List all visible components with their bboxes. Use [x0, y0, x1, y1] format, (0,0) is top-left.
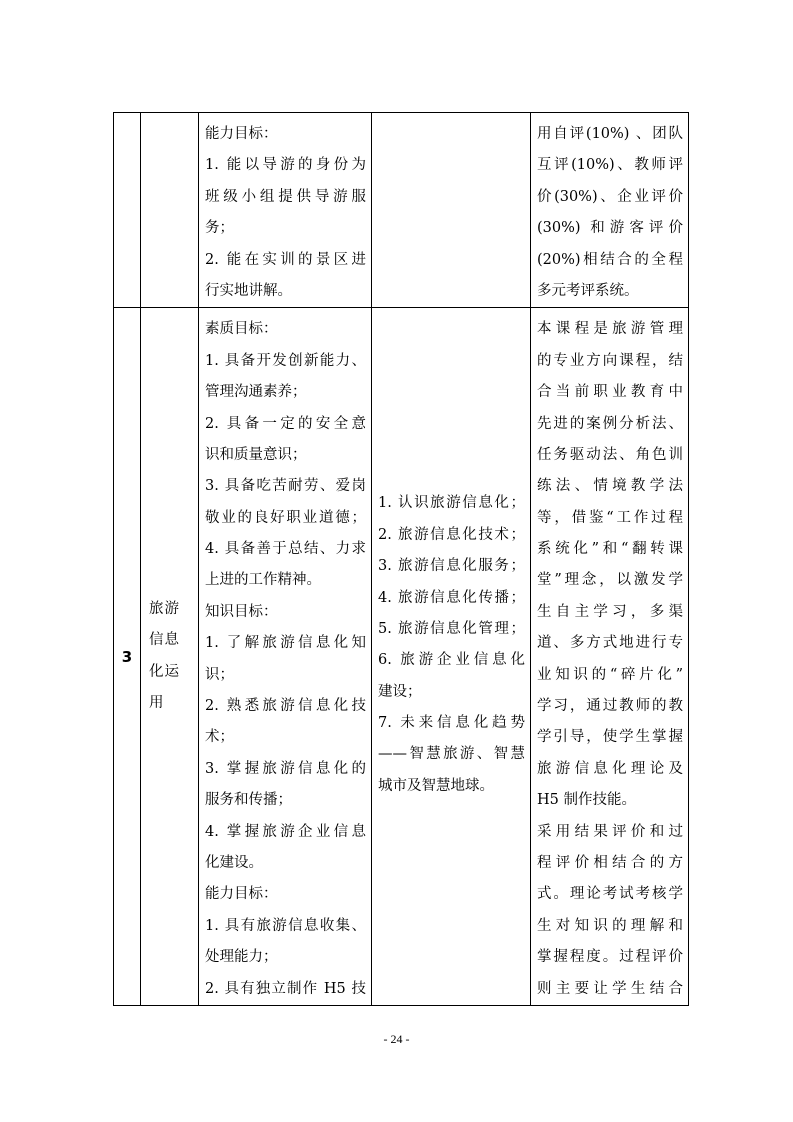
text-line: 2. 旅游信息化技术；	[378, 526, 525, 543]
table-row	[114, 113, 689, 308]
text-line: 1. 能以导游的身份为	[205, 157, 366, 174]
objectives-cell	[199, 308, 372, 1006]
text-line: 上进的工作精神。	[205, 572, 321, 589]
content-text	[372, 308, 530, 802]
text-line: 掌握程度。过程评价	[537, 949, 683, 966]
text-line: 1. 了解旅游信息化知	[205, 635, 366, 652]
text-line: 生对知识的理解和	[537, 917, 683, 934]
text-line: 2. 具备一定的安全意	[205, 415, 366, 432]
text-line: 互评(10%)、教师评	[537, 157, 683, 174]
text-line: 班级小组提供导游服	[205, 188, 366, 205]
text-line: 2. 具有独立制作 H5 技	[205, 980, 366, 997]
text-line: 任务驱动法、角色训	[537, 446, 683, 463]
text-line: 化建设。	[205, 854, 263, 871]
text-line: ——智慧旅游、智慧	[378, 746, 525, 763]
course-name	[141, 594, 198, 720]
text-line: 行实地讲解。	[205, 282, 292, 299]
text-line: 信息	[149, 632, 180, 649]
row-number-cell	[114, 113, 141, 308]
text-line: 本课程是旅游管理	[537, 321, 683, 338]
content-cell	[372, 113, 531, 308]
text-line: 4. 掌握旅游企业信息	[205, 823, 366, 840]
text-line: 的专业方向课程，结	[537, 352, 683, 369]
text-line: 合当前职业教育中	[537, 384, 683, 401]
text-line: 先进的案例分析法、	[537, 415, 683, 432]
text-line: 学引导，使学生掌握	[537, 729, 683, 746]
text-line: 4. 具备善于总结、力求	[205, 541, 366, 558]
text-line: 业知识的“碎片化”	[537, 666, 683, 683]
text-line: 旅游信息化理论及	[537, 760, 683, 777]
row-number: 3	[121, 647, 133, 666]
requirements-cell	[531, 308, 689, 1006]
text-line: 5. 旅游信息化管理；	[378, 620, 525, 637]
requirements-text	[531, 308, 688, 1005]
text-line: (20%)相结合的全程	[537, 251, 683, 268]
text-line: 用自评(10%) 、团队	[537, 126, 683, 142]
text-line: 服务和传播；	[205, 792, 292, 809]
text-line: 旅游	[149, 600, 180, 617]
text-line: 3. 旅游信息化服务；	[378, 558, 525, 575]
course-table	[113, 112, 689, 1006]
objectives-text	[199, 308, 371, 1005]
text-line: 生自主学习，多渠	[537, 603, 683, 620]
text-line: 化运	[149, 663, 180, 680]
text-line: 学习，通过教师的教	[537, 698, 683, 715]
text-line: 务；	[205, 220, 234, 237]
requirements-text	[531, 113, 688, 307]
row-number-cell	[114, 308, 141, 1006]
text-line: 6. 旅游企业信息化	[378, 652, 525, 669]
text-line: 2. 能在实训的景区进	[205, 251, 366, 268]
page-number: - 24 -	[383, 1032, 410, 1046]
objectives-cell	[199, 113, 372, 308]
text-line: 建设；	[378, 683, 422, 700]
text-line: 价(30%)、企业评价	[537, 188, 683, 205]
course-name-cell	[141, 308, 199, 1006]
text-line: 素质目标：	[205, 321, 278, 338]
text-line: 知识目标：	[205, 603, 278, 620]
text-line: 等，借鉴“工作过程	[537, 509, 683, 526]
text-line: 多元考评系统。	[537, 282, 639, 299]
text-line: 系统化”和“翻转课	[537, 541, 683, 558]
text-line: 程评价相结合的方	[537, 854, 683, 871]
text-line: 术；	[205, 729, 234, 746]
text-line: 道、多方式地进行专	[537, 635, 683, 652]
requirements-cell	[531, 113, 689, 308]
text-line: 7. 未来信息化趋势	[378, 715, 525, 732]
text-line: 用	[149, 695, 165, 712]
text-line: 1. 认识旅游信息化；	[378, 495, 525, 512]
content-cell	[372, 308, 531, 1006]
text-line: 能力目标：	[205, 126, 278, 142]
text-line: 4. 旅游信息化传播；	[378, 589, 525, 606]
text-line: 处理能力；	[205, 949, 278, 966]
text-line: 敬业的良好职业道德；	[205, 509, 366, 526]
text-line: 城市及智慧地球。	[378, 777, 494, 794]
text-line: 采用结果评价和过	[537, 823, 683, 840]
objectives-text	[199, 113, 371, 307]
text-line: 管理沟通素养；	[205, 384, 307, 401]
text-line: 式。理论考试考核学	[537, 886, 683, 903]
table-row	[114, 308, 689, 1006]
text-line: (30%) 和游客评价	[537, 220, 683, 237]
text-line: 能力目标：	[205, 886, 278, 903]
text-line: 3. 掌握旅游信息化的	[205, 760, 366, 777]
text-line: 堂”理念，以激发学	[537, 572, 683, 589]
text-line: 练法、情境教学法	[537, 478, 683, 495]
text-line: 识和质量意识；	[205, 446, 307, 463]
text-line: 1. 具备开发创新能力、	[205, 352, 366, 369]
text-line: 2. 熟悉旅游信息化技	[205, 698, 366, 715]
text-line: 3. 具备吃苦耐劳、爱岗	[205, 478, 366, 495]
text-line: 则主要让学生结合	[537, 980, 683, 997]
course-name-cell	[141, 113, 199, 308]
text-line: 识；	[205, 666, 234, 683]
text-line: 1. 具有旅游信息收集、	[205, 917, 366, 934]
text-line: H5 制作技能。	[537, 792, 636, 809]
